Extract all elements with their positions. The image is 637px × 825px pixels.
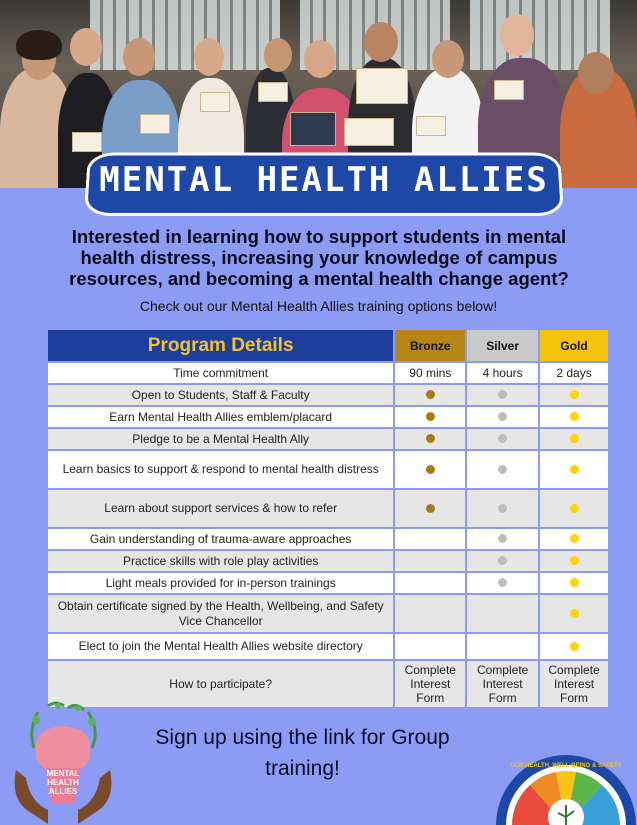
table-row bbox=[47, 362, 609, 384]
table-row bbox=[47, 384, 609, 406]
left-hand-icon bbox=[15, 770, 48, 824]
headline: Interested in learning how to support students in mental health distress, increasing your knowledge of campus resources, and becoming a mental health change agent? bbox=[69, 226, 569, 289]
logo-text-line3: ALLIES bbox=[48, 787, 78, 796]
row-label: Gain understanding of trauma-aware approaches bbox=[47, 528, 394, 550]
bronze-cell bbox=[394, 450, 466, 489]
gold-dot-icon bbox=[570, 534, 579, 543]
gold-dot-icon bbox=[570, 642, 579, 651]
gold-dot-icon bbox=[570, 578, 579, 587]
row-label: Learn basics to support & respond to mental health distress bbox=[47, 450, 394, 489]
program-details-header: Program Details bbox=[47, 329, 394, 362]
silver-dot-icon bbox=[498, 412, 507, 421]
gold-cell bbox=[539, 594, 609, 633]
program-details-table bbox=[46, 328, 610, 709]
logo-right-text: UCR HEALTH, WELL-BEING & SAFETY bbox=[510, 763, 622, 769]
gold-cell bbox=[539, 528, 609, 550]
silver-dot-icon bbox=[498, 504, 507, 513]
bronze-dot-icon bbox=[426, 504, 435, 513]
bronze-cell bbox=[394, 406, 466, 428]
row-label: Earn Mental Health Allies emblem/placard bbox=[47, 406, 394, 428]
gold-cell bbox=[539, 572, 609, 594]
silver-dot-icon bbox=[498, 465, 507, 474]
brain-icon bbox=[36, 726, 91, 770]
gold-cell bbox=[539, 633, 609, 660]
mental-health-allies-logo bbox=[8, 700, 118, 825]
signup-text: Sign up using the link for Group training! bbox=[155, 726, 450, 780]
subline: Check out our Mental Health Allies training options below! bbox=[139, 298, 498, 314]
table-row bbox=[47, 572, 609, 594]
row-label: Light meals provided for in-person trainings bbox=[47, 572, 394, 594]
table-row bbox=[47, 450, 609, 489]
row-label: Pledge to be a Mental Health Ally bbox=[47, 428, 394, 450]
gold-cell: 2 days bbox=[539, 362, 609, 384]
row-label: Time commitment bbox=[47, 362, 394, 384]
gold-cell bbox=[539, 450, 609, 489]
bronze-how-link[interactable]: Complete Interest Form bbox=[394, 660, 466, 708]
bronze-cell bbox=[394, 550, 466, 572]
row-label: Elect to join the Mental Health Allies website directory bbox=[47, 633, 394, 660]
row-label: How to participate? bbox=[47, 660, 394, 708]
table-row bbox=[47, 428, 609, 450]
gold-dot-icon bbox=[570, 609, 579, 618]
silver-dot-icon bbox=[498, 534, 507, 543]
gold-how-link[interactable]: Complete Interest Form bbox=[539, 660, 609, 708]
silver-cell bbox=[466, 406, 539, 428]
silver-dot-icon bbox=[498, 434, 507, 443]
table-header-row bbox=[47, 329, 609, 362]
table-row bbox=[47, 660, 609, 708]
logo-text-line2: HEALTH bbox=[47, 778, 79, 787]
right-hand-icon bbox=[78, 770, 111, 824]
gold-dot-icon bbox=[570, 504, 579, 513]
table-row bbox=[47, 489, 609, 528]
bronze-header: Bronze bbox=[394, 329, 466, 362]
bronze-cell bbox=[394, 594, 466, 633]
gold-dot-icon bbox=[570, 412, 579, 421]
silver-cell bbox=[466, 594, 539, 633]
bronze-dot-icon bbox=[426, 434, 435, 443]
gold-dot-icon bbox=[570, 434, 579, 443]
gold-dot-icon bbox=[570, 465, 579, 474]
gold-dot-icon bbox=[570, 390, 579, 399]
bronze-dot-icon bbox=[426, 465, 435, 474]
bronze-cell bbox=[394, 428, 466, 450]
bronze-cell bbox=[394, 528, 466, 550]
banner-title: MENTAL HEALTH ALLIES bbox=[99, 160, 549, 200]
gold-dot-icon bbox=[570, 556, 579, 565]
silver-header: Silver bbox=[466, 329, 539, 362]
silver-dot-icon bbox=[498, 556, 507, 565]
gold-header: Gold bbox=[539, 329, 609, 362]
silver-cell bbox=[466, 450, 539, 489]
bronze-dot-icon bbox=[426, 412, 435, 421]
row-label: Obtain certificate signed by the Health, Wellbeing, and Safety Vice Chancellor bbox=[47, 594, 394, 633]
bronze-cell bbox=[394, 572, 466, 594]
silver-cell bbox=[466, 550, 539, 572]
silver-cell: 4 hours bbox=[466, 362, 539, 384]
silver-cell bbox=[466, 489, 539, 528]
bronze-dot-icon bbox=[426, 390, 435, 399]
table-row bbox=[47, 528, 609, 550]
table-row bbox=[47, 550, 609, 572]
silver-how-link[interactable]: Complete Interest Form bbox=[466, 660, 539, 708]
bronze-cell bbox=[394, 384, 466, 406]
silver-dot-icon bbox=[498, 578, 507, 587]
row-label: Learn about support services & how to refer bbox=[47, 489, 394, 528]
gold-cell bbox=[539, 550, 609, 572]
silver-cell bbox=[466, 633, 539, 660]
health-wellbeing-safety-logo bbox=[496, 755, 636, 825]
gold-cell bbox=[539, 406, 609, 428]
table-row bbox=[47, 633, 609, 660]
bronze-cell bbox=[394, 489, 466, 528]
row-label: Open to Students, Staff & Faculty bbox=[47, 384, 394, 406]
row-label: Practice skills with role play activities bbox=[47, 550, 394, 572]
bronze-cell bbox=[394, 633, 466, 660]
silver-cell bbox=[466, 572, 539, 594]
gold-cell bbox=[539, 489, 609, 528]
logo-text-line1: MENTAL bbox=[46, 769, 80, 778]
table-row bbox=[47, 594, 609, 633]
silver-dot-icon bbox=[498, 390, 507, 399]
gold-cell bbox=[539, 428, 609, 450]
silver-cell bbox=[466, 528, 539, 550]
bronze-cell: 90 mins bbox=[394, 362, 466, 384]
silver-cell bbox=[466, 384, 539, 406]
silver-cell bbox=[466, 428, 539, 450]
gold-cell bbox=[539, 384, 609, 406]
table-row bbox=[47, 406, 609, 428]
